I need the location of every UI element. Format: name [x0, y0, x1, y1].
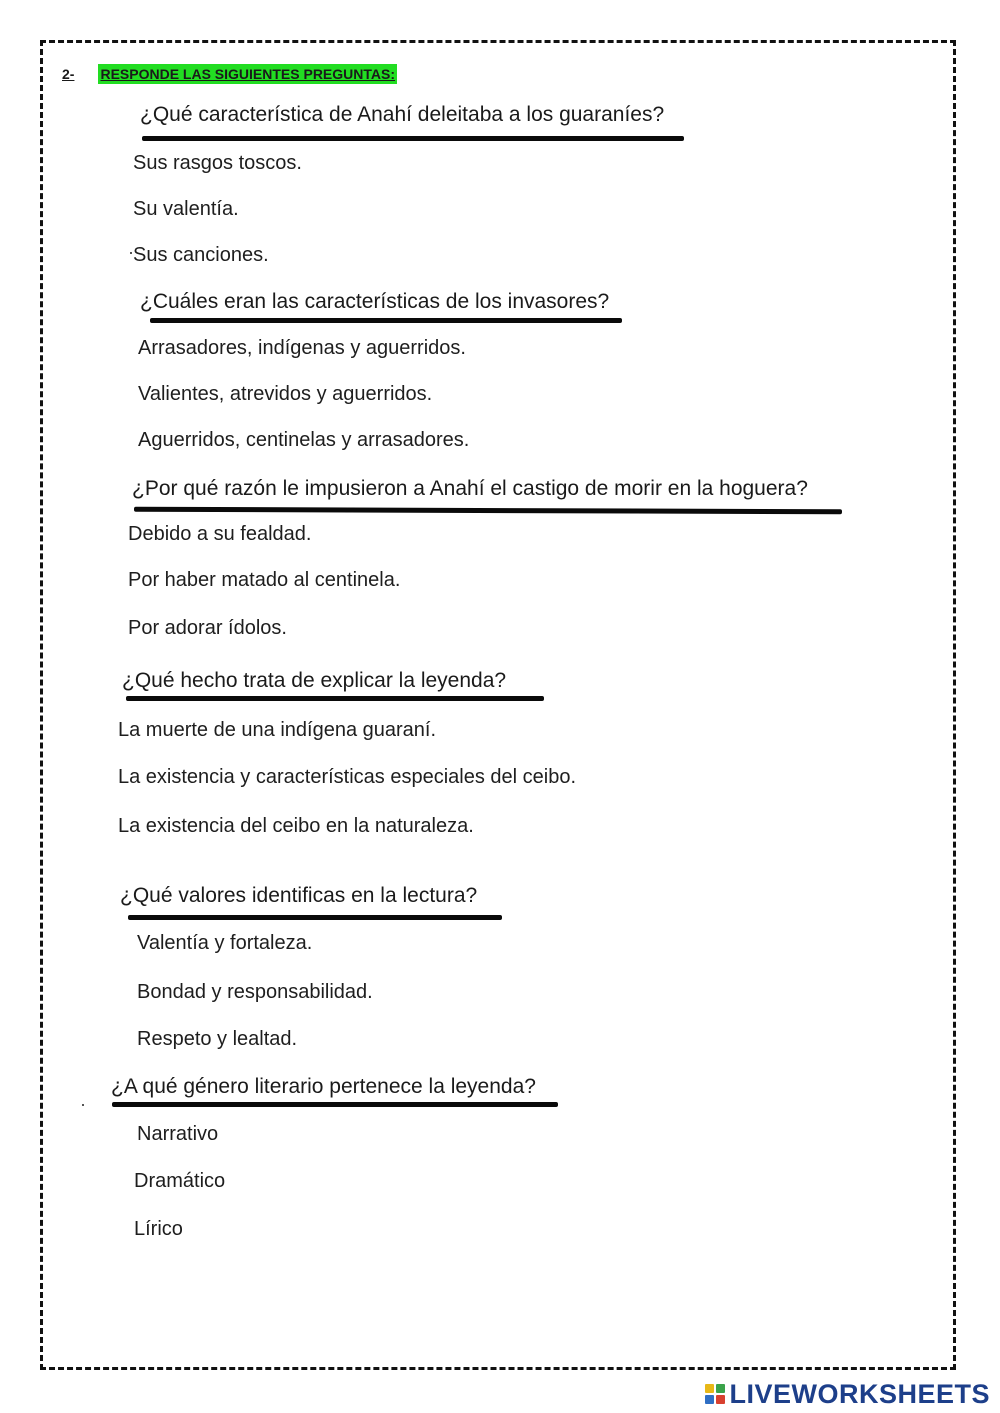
- question-1: ¿Qué característica de Anahí deleitaba a los guaraníes?: [140, 103, 665, 126]
- q3-option-2[interactable]: Por haber matado al centinela.: [128, 569, 401, 591]
- section-header: [62, 64, 397, 84]
- question-4: ¿Qué hecho trata de explicar la leyenda?: [122, 669, 507, 692]
- question-6: ¿A qué género literario pertenece la leyenda?: [111, 1075, 536, 1098]
- question-2: ¿Cuáles eran las características de los invasores?: [140, 290, 610, 313]
- q5-option-1[interactable]: Valentía y fortaleza.: [137, 932, 313, 954]
- question-6-underline: [112, 1102, 558, 1107]
- q1-option-1[interactable]: Sus rasgos toscos.: [133, 152, 302, 174]
- liveworksheets-logo-icon: [705, 1384, 725, 1404]
- q2-option-1[interactable]: Arrasadores, indígenas y aguerridos.: [138, 337, 466, 359]
- section-title: RESPONDE LAS SIGUIENTES PREGUNTAS:: [100, 66, 396, 82]
- q2-option-2[interactable]: Valientes, atrevidos y aguerridos.: [138, 383, 433, 405]
- question-4-underline: [126, 696, 544, 701]
- q4-option-3[interactable]: La existencia del ceibo en la naturaleza.: [118, 815, 474, 837]
- stray-mark: [130, 252, 132, 254]
- q1-option-2[interactable]: Su valentía.: [133, 198, 239, 220]
- q6-option-3[interactable]: Lírico: [134, 1218, 183, 1240]
- q6-option-2[interactable]: Dramático: [134, 1170, 226, 1192]
- question-3: ¿Por qué razón le impusieron a Anahí el castigo de morir en la hoguera?: [132, 477, 808, 500]
- q4-option-1[interactable]: La muerte de una indígena guaraní.: [118, 719, 437, 741]
- question-5-underline: [128, 915, 502, 920]
- question-5: ¿Qué valores identificas en la lectura?: [120, 884, 478, 907]
- q4-option-2[interactable]: La existencia y características especiales del ceibo.: [118, 766, 577, 788]
- q2-option-3[interactable]: Aguerridos, centinelas y arrasadores.: [138, 429, 470, 451]
- q5-option-2[interactable]: Bondad y responsabilidad.: [137, 981, 373, 1003]
- liveworksheets-brand: [705, 1378, 990, 1410]
- q5-option-3[interactable]: Respeto y lealtad.: [137, 1028, 298, 1050]
- question-2-underline: [150, 318, 622, 323]
- q1-option-3[interactable]: Sus canciones.: [133, 244, 269, 266]
- question-1-underline: [142, 136, 684, 141]
- brand-name: LIVEWORKSHEETS: [729, 1378, 990, 1409]
- q6-option-1[interactable]: Narrativo: [137, 1123, 219, 1145]
- q3-option-1[interactable]: Debido a su fealdad.: [128, 523, 312, 545]
- stray-mark: [82, 1104, 84, 1106]
- section-number: 2-: [62, 66, 75, 82]
- q3-option-3[interactable]: Por adorar ídolos.: [128, 617, 287, 639]
